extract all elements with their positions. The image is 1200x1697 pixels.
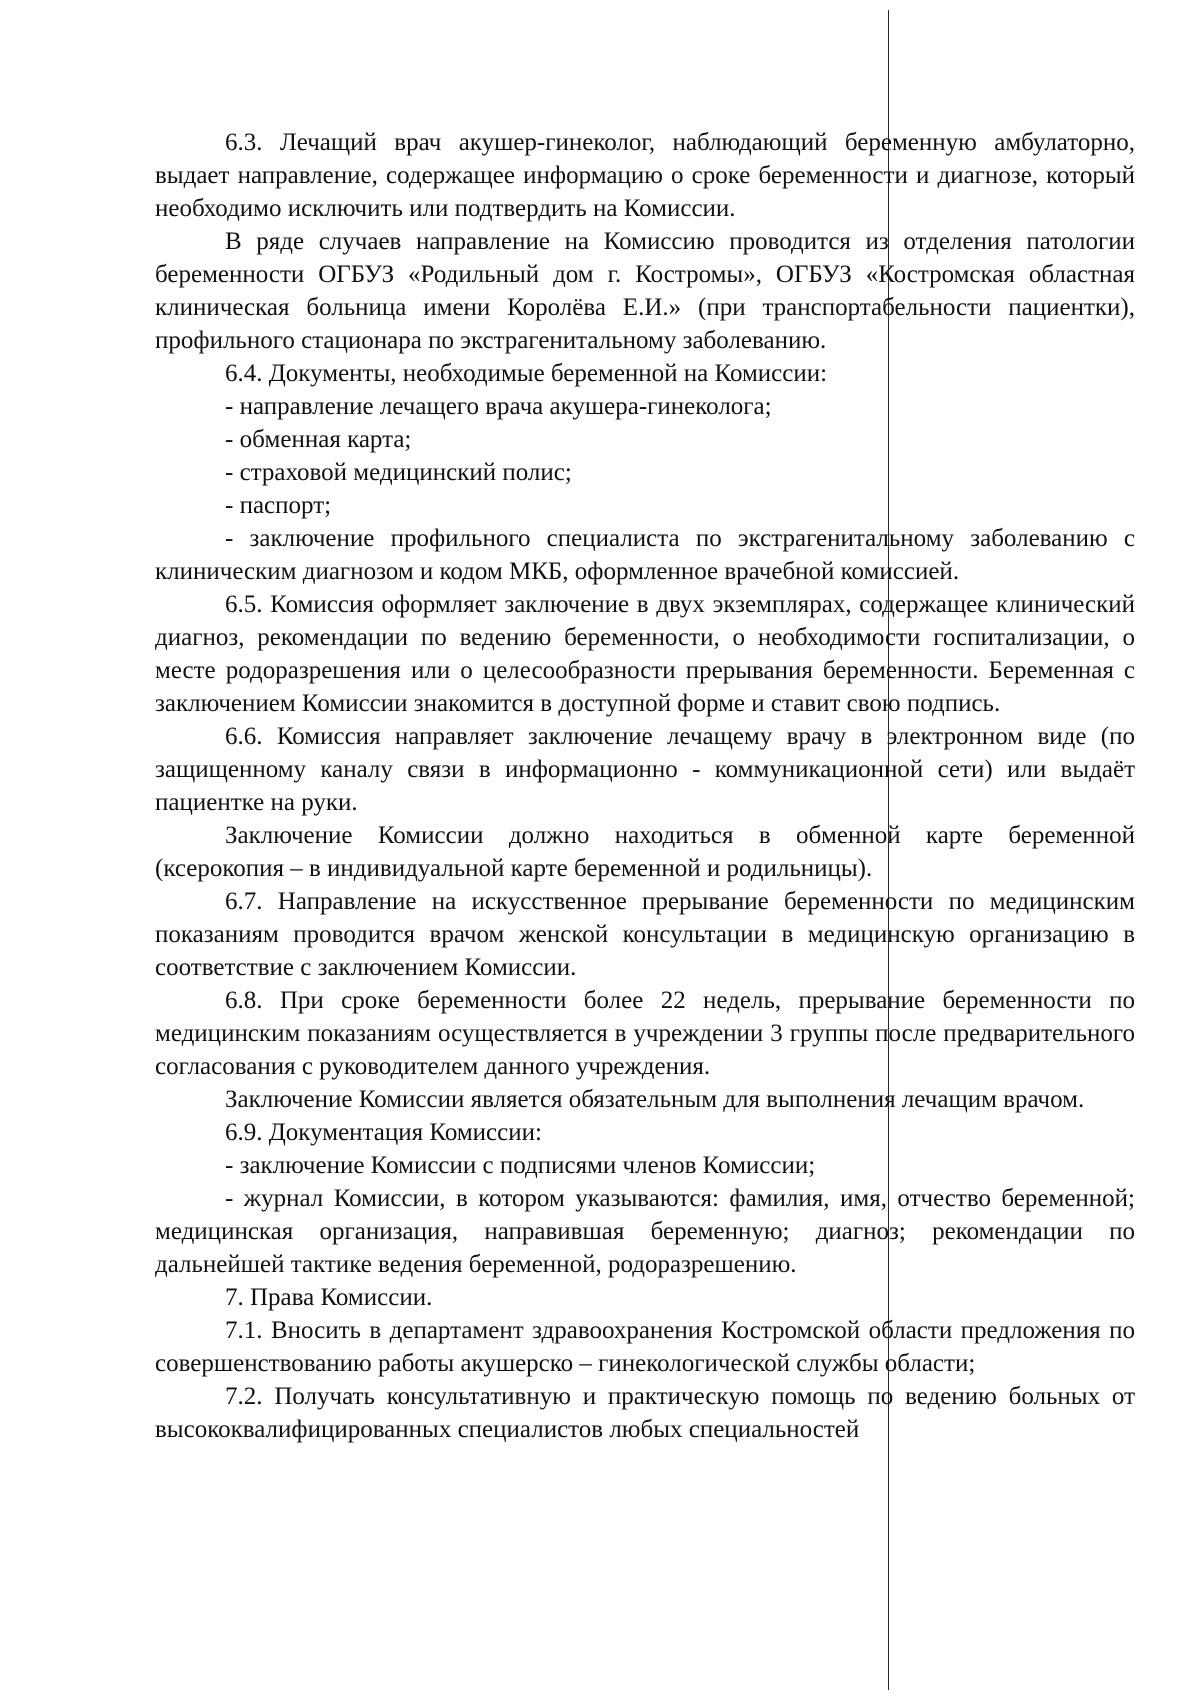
list-item-commission-journal: - журнал Комиссии, в котором указываются: фамилия, имя, отчество беременной; медицинская организация, направившая беременную; диагноз; рекомендации по дальнейшей тактике ведения беременной, родоразрешению. [155,1185,1135,1278]
paragraph-6-4: 6.4. Документы, необходимые беременной на Комиссии: [225,360,828,387]
section-7-heading: 7. Права Комиссии. [225,1284,433,1311]
paragraph-7-2: 7.2. Получать консультативную и практическую помощь по ведению больных от высококвалифицированных специалистов любых специальностей [155,1383,1135,1443]
list-item-specialist-conclusion: - заключение профильного специалиста по экстрагенитальному заболеванию с клиническим диагнозом и кодом МКБ, оформленное врачебной комиссией. [155,525,1135,585]
paragraph-6-6: 6.6. Комиссия направляет заключение лечащему врачу в электронном виде (по защищенному каналу связи в информационно - коммуникационной сети) или выдаёт пациентке на руки. [155,723,1135,816]
paragraph-6-9: 6.9. Документация Комиссии: [225,1119,542,1146]
paragraph-6-3: 6.3. Лечащий врач акушер-гинеколог, наблюдающий беременную амбулаторно, выдает направление, содержащее информацию о сроке беременности и диагнозе, который необходимо исключить или подтвердить на Комиссии. [155,129,1135,222]
paragraph-6-8: 6.8. При сроке беременности более 22 недель, прерывание беременности по медицинским показаниям осуществляется в учреждении 3 группы после предварительного согласования с руководителем данного учреждения. [155,987,1135,1080]
document-body [155,126,1135,1446]
paragraph-7-1: 7.1. Вносить в департамент здравоохранения Костромской области предложения по совершенствованию работы акушерско – гинекологической службы области; [155,1317,1135,1377]
list-item-exchange-card: - обменная карта; [225,426,412,453]
paragraph-6-8-cont: Заключение Комиссии является обязательным для выполнения лечащим врачом. [225,1086,1085,1113]
list-item-passport: - паспорт; [225,492,332,519]
list-item-referral: - направление лечащего врача акушера-гинеколога; [225,393,772,420]
paragraph-6-3-cont: В ряде случаев направление на Комиссию проводится из отделения патологии беременности ОГБУЗ «Родильный дом г. Костромы», ОГБУЗ «Костромская областная клиническая больница имени Королёва Е.И.» (при транспортабельности пациентки), профильного стационара по экстрагенитальному заболеванию. [155,228,1135,354]
paragraph-6-6-cont: Заключение Комиссии должно находиться в обменной карте беременной (ксерокопия – в индивидуальной карте беременной и родильницы). [155,822,1135,882]
paragraph-6-5: 6.5. Комиссия оформляет заключение в двух экземплярах, содержащее клинический диагноз, рекомендации по ведению беременности, о необходимости госпитализации, о месте родоразрешения или о целесообразности прерывания беременности. Беременная с заключением Комиссии знакомится в доступной форме и ставит свою подпись. [155,591,1135,717]
paragraph-6-7: 6.7. Направление на искусственное прерывание беременности по медицинским показаниям проводится врачом женской консультации в медицинскую организацию в соответствие с заключением Комиссии. [155,888,1135,981]
list-item-commission-conclusion: - заключение Комиссии с подписями членов Комиссии; [225,1152,816,1179]
list-item-insurance-policy: - страховой медицинский полис; [225,459,572,486]
